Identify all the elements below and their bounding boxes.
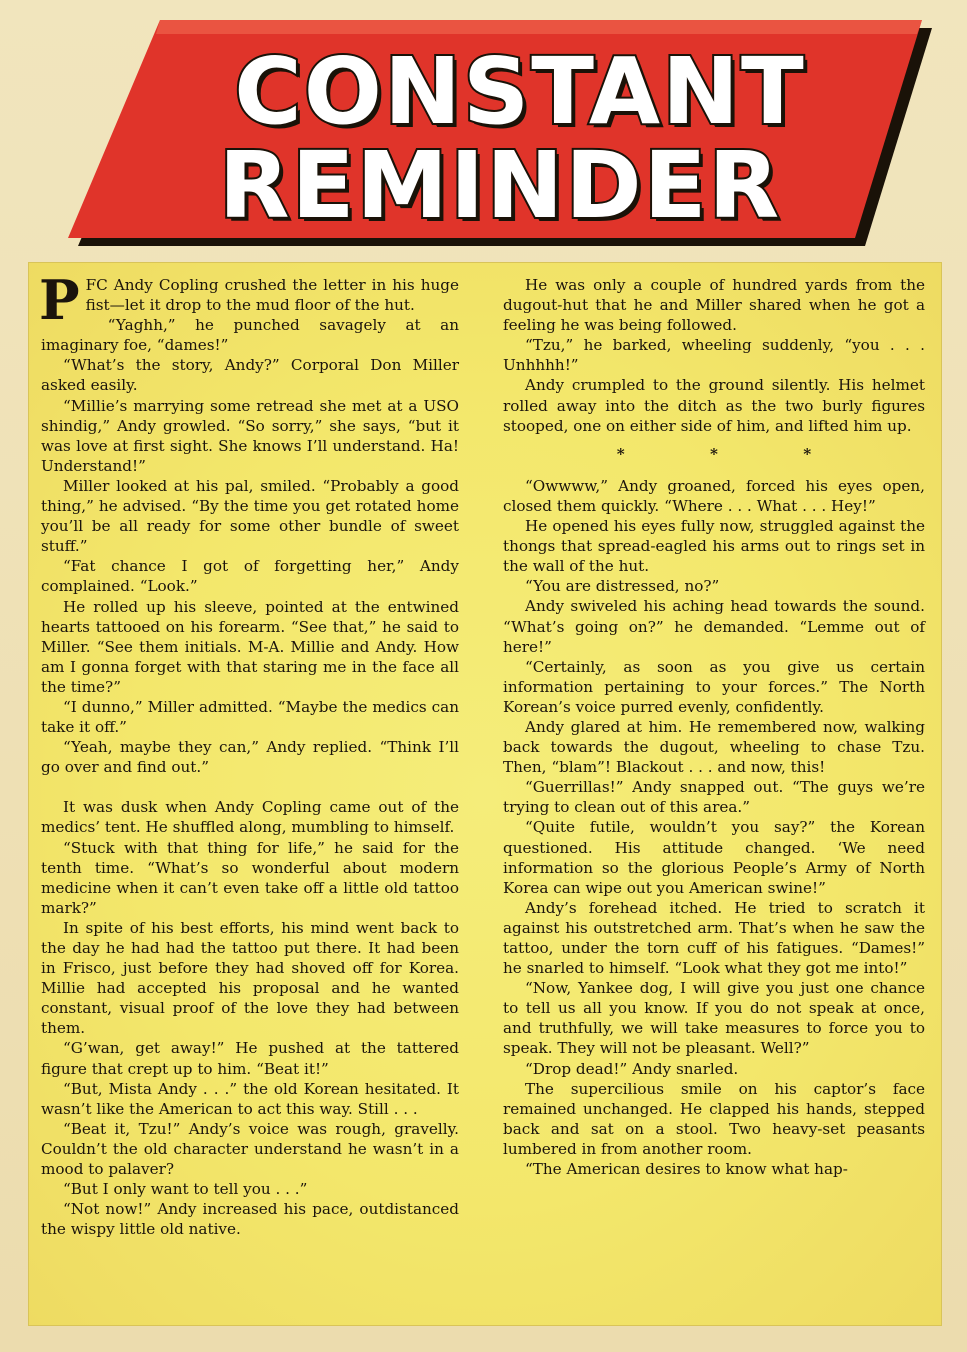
story-column-right <box>503 275 925 1179</box>
paragraph: “Beat it, Tzu!” Andy’s voice was rough, gravelly. Couldn’t the old character understand he wasn’t in a mood to palaver? <box>41 1119 459 1179</box>
paragraph: “Fat chance I got of forgetting her,” Andy complained. “Look.” <box>41 557 459 596</box>
title-line-2: REMINDER <box>218 132 782 239</box>
paragraph: “Drop dead!” Andy snarled. <box>525 1059 739 1078</box>
paragraph: The supercilious smile on his captor’s face remained unchanged. He clapped his hands, stepped back and sat on a stool. Two heavy-set peasants lumbered in from another room. <box>503 1079 925 1158</box>
paragraph: “Now, Yankee dog, I will give you just one chance to tell us all you know. If you do not speak at once, and truthfully, we will take measures to force you to speak. They will not be pleasant. Well?” <box>503 979 925 1058</box>
paragraph: “G’wan, get away!” He pushed at the tattered figure that crept up to him. “Beat it!” <box>41 1039 459 1078</box>
paragraph: “Certainly, as soon as you give us certain information pertaining to your forces.” The North Korean’s voice purred evenly, confidently. <box>503 657 925 716</box>
paragraph: “You are distressed, no?” <box>525 577 720 596</box>
paragraph: “Yaghh,” he punched savagely at an imaginary foe, “dames!” <box>41 316 459 355</box>
paragraph: In spite of his best efforts, his mind went back to the day he had had the tattoo put there. It had been in Frisco, just before they had shoved off for Korea. Millie had accepted his proposal and he wanted constant, visual proof of the love they had between them. <box>41 918 459 1038</box>
title-line-1: CONSTANT <box>234 38 806 145</box>
paragraph: “Tzu,” he barked, wheeling suddenly, “you . . . Unhhhh!” <box>503 336 925 375</box>
paragraph: “I dunno,” Miller admitted. “Maybe the medics can take it off.” <box>41 697 459 737</box>
paragraph: He was only a couple of hundred yards from the dugout-hut that he and Miller shared when he got a feeling he was being followed. <box>503 276 925 335</box>
paragraph: “But, Mista Andy . . .” the old Korean hesitated. It wasn’t like the American to act this way. Still . . . <box>41 1079 459 1118</box>
drop-cap: P <box>39 268 80 332</box>
paragraph: “The American desires to know what hap- <box>525 1160 848 1179</box>
paragraph: “What’s the story, Andy?” Corporal Don Miller asked easily. <box>41 356 459 395</box>
paragraph: “Millie’s marrying some retread she met at a USO shindig,” Andy growled. “So sorry,” she says, “but it was love at first sight. She knows I’ll understand. Ha! Understand!” <box>41 396 459 475</box>
paragraph: Andy crumpled to the ground silently. His helmet rolled away into the ditch as the two burly figures stooped, one on either side of him, and lifted him up. <box>503 376 925 435</box>
paragraph: “Not now!” Andy increased his pace, outdistanced the wispy little old native. <box>41 1200 459 1239</box>
story-column-left <box>39 268 459 1239</box>
paragraph: Andy swiveled his aching head towards the sound. “What’s going on?” he demanded. “Lemme out of here!” <box>503 597 925 656</box>
paragraph: It was dusk when Andy Copling came out of the medics’ tent. He shuffled along, mumbling to himself. <box>41 798 459 837</box>
paragraph: Miller looked at his pal, smiled. “Probably a good thing,” he advised. “By the time you get rotated home you’ll be all ready for some other bundle of sweet stuff.” <box>41 476 459 556</box>
paragraph: PFC Andy Copling crushed the letter in his huge fist—let it drop to the mud floor of the hut. <box>39 268 459 332</box>
paragraph: “Yeah, maybe they can,” Andy replied. “Think I’ll go over and find out.” <box>41 738 459 777</box>
paragraph: He opened his eyes fully now, struggled against the thongs that spread-eagled his arms out to rings set in the wall of the hut. <box>503 517 925 576</box>
paragraph: “But I only want to tell you . . .” <box>63 1180 308 1199</box>
paragraph: “Guerrillas!” Andy snapped out. “The guys we’re trying to clean out of this area.” <box>503 778 925 817</box>
story-panel <box>28 262 942 1326</box>
paragraph: “Quite futile, wouldn’t you say?” the Korean questioned. His attitude changed. ‘We need information so the glorious People’s Army of North Korea can wipe out you American swine!” <box>503 818 925 897</box>
title-banner <box>60 18 940 253</box>
paragraph: “Stuck with that thing for life,” he said for the tenth time. “What’s so wonderful about modern medicine when it can’t even take off a little old tattoo mark?” <box>41 838 459 917</box>
paragraph: He rolled up his sleeve, pointed at the entwined hearts tattooed on his forearm. “See that,” he said to Miller. “See them initials. M-A. Millie and Andy. How am I gonna forget with that staring me in the face all the time?” <box>41 597 459 696</box>
paragraph: Andy’s forehead itched. He tried to scratch it against his outstretched arm. That’s when he saw the tattoo, under the torn cuff of his fatigues. “Dames!” he snarled to himself. “Look what they got me into!” <box>503 898 925 978</box>
scene-break-separator: * * * <box>616 444 852 463</box>
paragraph: Andy glared at him. He remembered now, walking back towards the dugout, wheeling to chase Tzu. Then, “blam”! Blackout . . . and now, this! <box>503 717 925 777</box>
paragraph: “Owwww,” Andy groaned, forced his eyes open, closed them quickly. “Where . . . What . . . Hey!” <box>503 476 925 515</box>
